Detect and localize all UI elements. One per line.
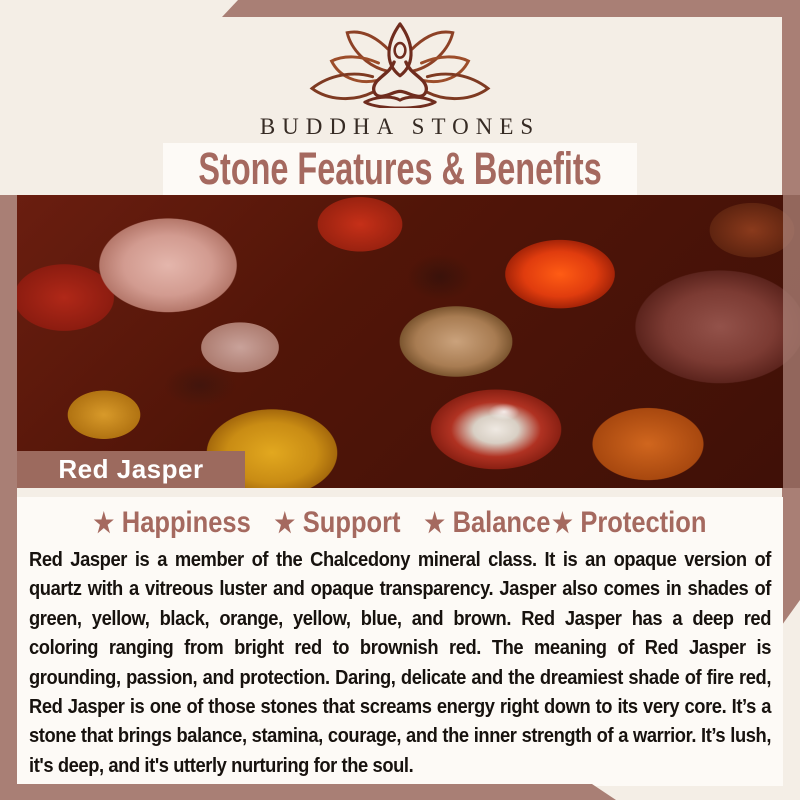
content-panel: [17, 497, 783, 786]
page-title: Stone Features & Benefits: [198, 143, 602, 194]
title-banner: [163, 143, 637, 195]
frame-bottom-strip: [0, 784, 630, 800]
benefits-row: [74, 506, 725, 540]
benefit-label: Protection: [580, 506, 707, 539]
benefit-item: [552, 506, 706, 540]
frame-left-strip: [0, 195, 17, 800]
benefit-label: Balance: [452, 506, 551, 539]
star-icon: ★: [274, 507, 296, 538]
benefit-label: Support: [302, 506, 401, 539]
benefit-item: [275, 506, 401, 540]
star-icon: ★: [552, 507, 573, 538]
brand-header: [0, 20, 800, 140]
benefit-item: [94, 506, 251, 540]
star-icon: ★: [93, 507, 115, 538]
benefit-item: [424, 506, 550, 540]
lotus-meditation-icon: [285, 20, 515, 108]
stone-name-text: Red Jasper: [58, 454, 204, 484]
star-icon: ★: [424, 507, 445, 538]
red-jasper-photo: [0, 195, 800, 488]
stone-description: Red Jasper is a member of the Chalcedony mineral class. It is an opaque version of quartz with a vitreous luster and opaque transparency. Jasper also comes in shades of green, yellow, black, orange, yellow, blue, and brown. Red Jasper has a deep red coloring ranging from bright red to brownish red. The meaning of Red Jasper is grounding, passion, and protection. Daring, delicate and the dreamiest shade of fire red, Red Jasper is one of those stones that screams energy right down to its very core. It’s a stone that brings balance, stamina, courage, and the inner strength of a warrior. It’s lush, it's deep, and it's utterly nurturing for the soul.: [29, 548, 772, 777]
frame-top-strip: [0, 0, 800, 17]
frame-right-photo-overlay: [783, 195, 800, 488]
stone-name-label: [17, 451, 245, 488]
benefit-label: Happiness: [121, 506, 251, 539]
brand-name: BUDDHA STONES: [259, 114, 541, 139]
